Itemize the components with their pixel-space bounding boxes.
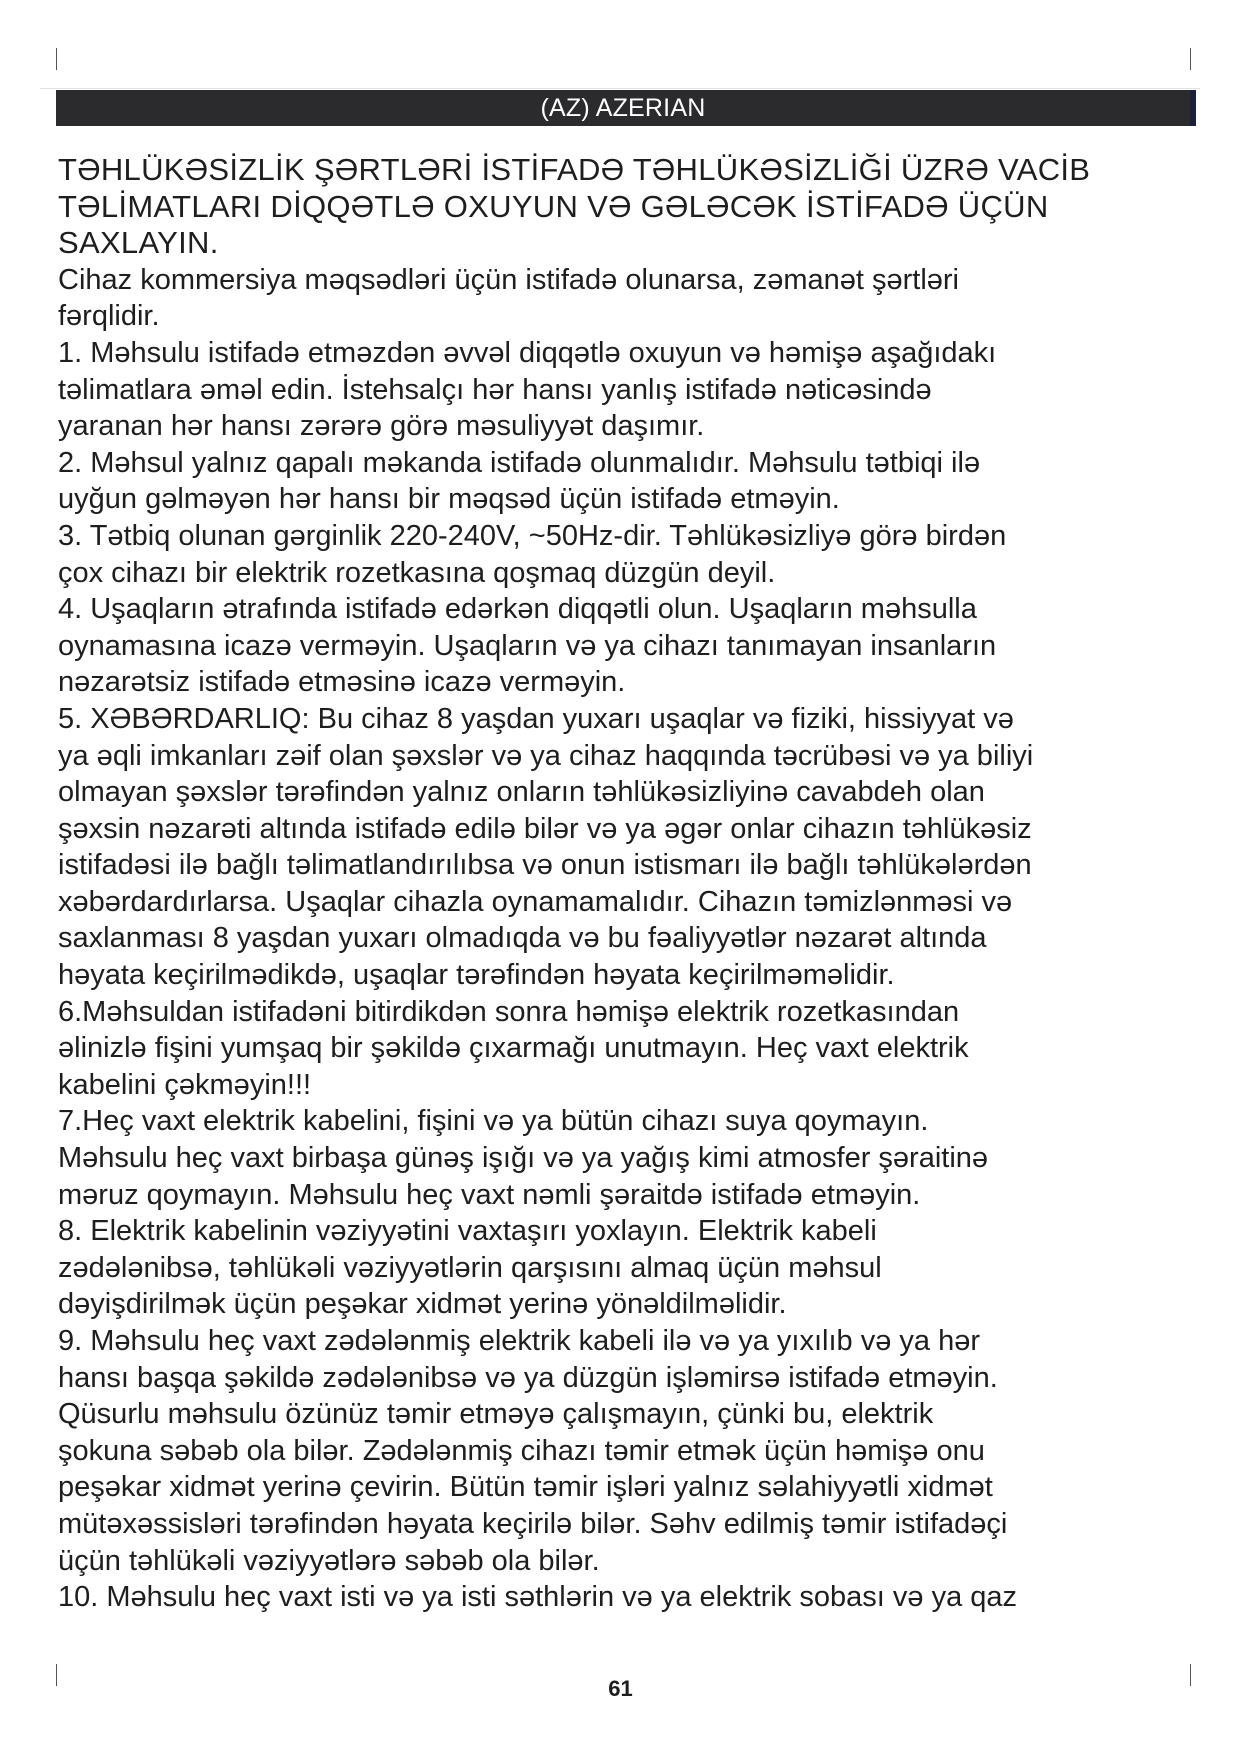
text-line: çox cihazı bir elektrik rozetkasına qoşmaq düzgün deyil. [58,556,776,589]
text-line: uyğun gəlməyən hər hansı bir məqsəd üçün istifadə etməyin. [58,483,840,516]
text-line: kabelini çəkməyin!!! [58,1068,312,1101]
text-line: 4. Uşaqların ətrafında istifadə edərkən diqqətli olun. Uşaqların məhsulla [58,593,977,626]
text-line: saxlanması 8 yaşdan yuxarı olmadıqda və bu fəaliyyətlər nəzarət altında [58,922,987,955]
text-line: oynamasına icazə verməyin. Uşaqların və ya cihazı tanımayan insanların [58,629,997,662]
title-line: SAXLAYIN. [58,225,219,261]
text-line: 7.Heç vaxt elektrik kabelini, fişini və ya bütün cihazı suya qoymayın. [58,1105,929,1138]
text-line: yaranan hər hansı zərərə görə məsuliyyət daşımır. [58,410,705,443]
language-header-bar [56,90,1190,126]
text-line: xəbərdardırlarsa. Uşaqlar cihazla oynamamalıdır. Cihazın təmizlənməsi və [58,885,1013,918]
text-line: peşəkar xidmət yerinə çevirin. Bütün təmir işləri yalnız səlahiyyətli xidmət [58,1471,993,1504]
text-line: istifadəsi ilə bağlı təlimatlandırılıbsa və onun istismarı ilə bağlı təhlükələrdən [58,849,1032,882]
text-line: 6.Məhsuldan istifadəni bitirdikdən sonra həmişə elektrik rozetkasından [58,995,960,1028]
text-line: 5. XƏBƏRDARLIQ: Bu cihaz 8 yaşdan yuxarı uşaqlar və fiziki, hissiyyat və [58,702,1014,735]
text-line: 8. Elektrik kabelinin vəziyyətini vaxtaşırı yoxlayın. Elektrik kabeli [58,1215,877,1248]
text-line: mütəxəssisləri tərəfindən həyata keçirilə bilər. Səhv edilmiş təmir istifadəçi [58,1507,1008,1540]
top-rule [40,88,1200,89]
text-line: şokuna səbəb ola bilər. Zədələnmiş cihazı təmir etmək üçün həmişə onu [58,1434,985,1467]
text-line: zədələnibsə, təhlükəli vəziyyətlərin qarşısını almaq üçün məhsul [58,1251,882,1284]
text-line: 2. Məhsul yalnız qapalı məkanda istifadə olunmalıdır. Məhsulu tətbiqi ilə [58,446,981,479]
text-line: üçün təhlükəli vəziyyətlərə səbəb ola bilər. [58,1544,600,1577]
text-line: həyata keçirilmədikdə, uşaqlar tərəfindən həyata keçirilməməlidir. [58,959,895,992]
language-label: (AZ) AZERIAN [540,94,706,122]
text-line: Cihaz kommersiya məqsədləri üçün istifadə olunarsa, zəmanət şərtləri [58,263,959,296]
page-number: 61 [608,1676,633,1701]
text-line: şəxsin nəzarəti altında istifadə edilə bilər və ya əgər onlar cihazın təhlükəsiz [58,812,1032,845]
text-line: 10. Məhsulu heç vaxt isti və ya isti səthlərin və ya elektrik sobası və ya qaz [58,1581,1018,1614]
title-line: TƏHLÜKƏSİZLİK ŞƏRTLƏRİ İSTİFADƏ TƏHLÜKƏSİZLİĞİ ÜZRƏ VACİB [58,152,1091,187]
text-line: Qüsurlu məhsulu özünüz təmir etməyə çalışmayın, çünki bu, elektrik [58,1398,934,1431]
text-line: 1. Məhsulu istifadə etməzdən əvvəl diqqətlə oxuyun və həmişə aşağıdakı [58,336,997,369]
text-line: Məhsulu heç vaxt birbaşa günəş işığı və ya yağış kimi atmosfer şəraitinə [58,1142,989,1175]
text-line: 9. Məhsulu heç vaxt zədələnmiş elektrik kabeli ilə və ya yıxılıb və ya hər [58,1325,980,1357]
text-line: təlimatlara əməl edin. İstehsalçı hər hansı yanlış istifadə nəticəsində [58,373,932,406]
text-line: məruz qoymayın. Məhsulu heç vaxt nəmli şəraitdə istifadə etməyin. [58,1178,921,1211]
margin-mark-top-right [1190,48,1191,70]
text-line: 3. Tətbiq olunan gərginlik 220-240V, ~50Hz-dir. Təhlükəsizliyə görə birdən [58,519,1007,552]
text-line: fərqlidir. [58,300,160,333]
margin-mark-top-left [56,48,57,70]
text-line: dəyişdirilmək üçün peşəkar xidmət yerinə yönəldilməlidir. [58,1288,787,1321]
text-line: olmayan şəxslər tərəfindən yalnız onların təhlükəsizliyinə cavabdeh olan [58,776,985,809]
text-line: ya əqli imkanları zəif olan şəxslər və ya cihaz haqqında təcrübəsi və ya biliyi [58,739,1034,772]
text-line: hansı başqa şəkildə zədələnibsə və ya düzgün işləmirsə istifadə etməyin. [58,1361,998,1394]
text-line: əlinizlə fişini yumşaq bir şəkildə çıxarmağı unutmayın. Heç vaxt elektrik [58,1032,969,1065]
safety-instructions [58,152,1186,1616]
text-line: nəzarətsiz istifadə etməsinə icazə verməyin. [58,666,626,699]
title-line: TƏLİMATLARI DİQQƏTLƏ OXUYUN VƏ GƏLƏCƏK İSTİFADƏ ÜÇÜN [58,188,1049,224]
